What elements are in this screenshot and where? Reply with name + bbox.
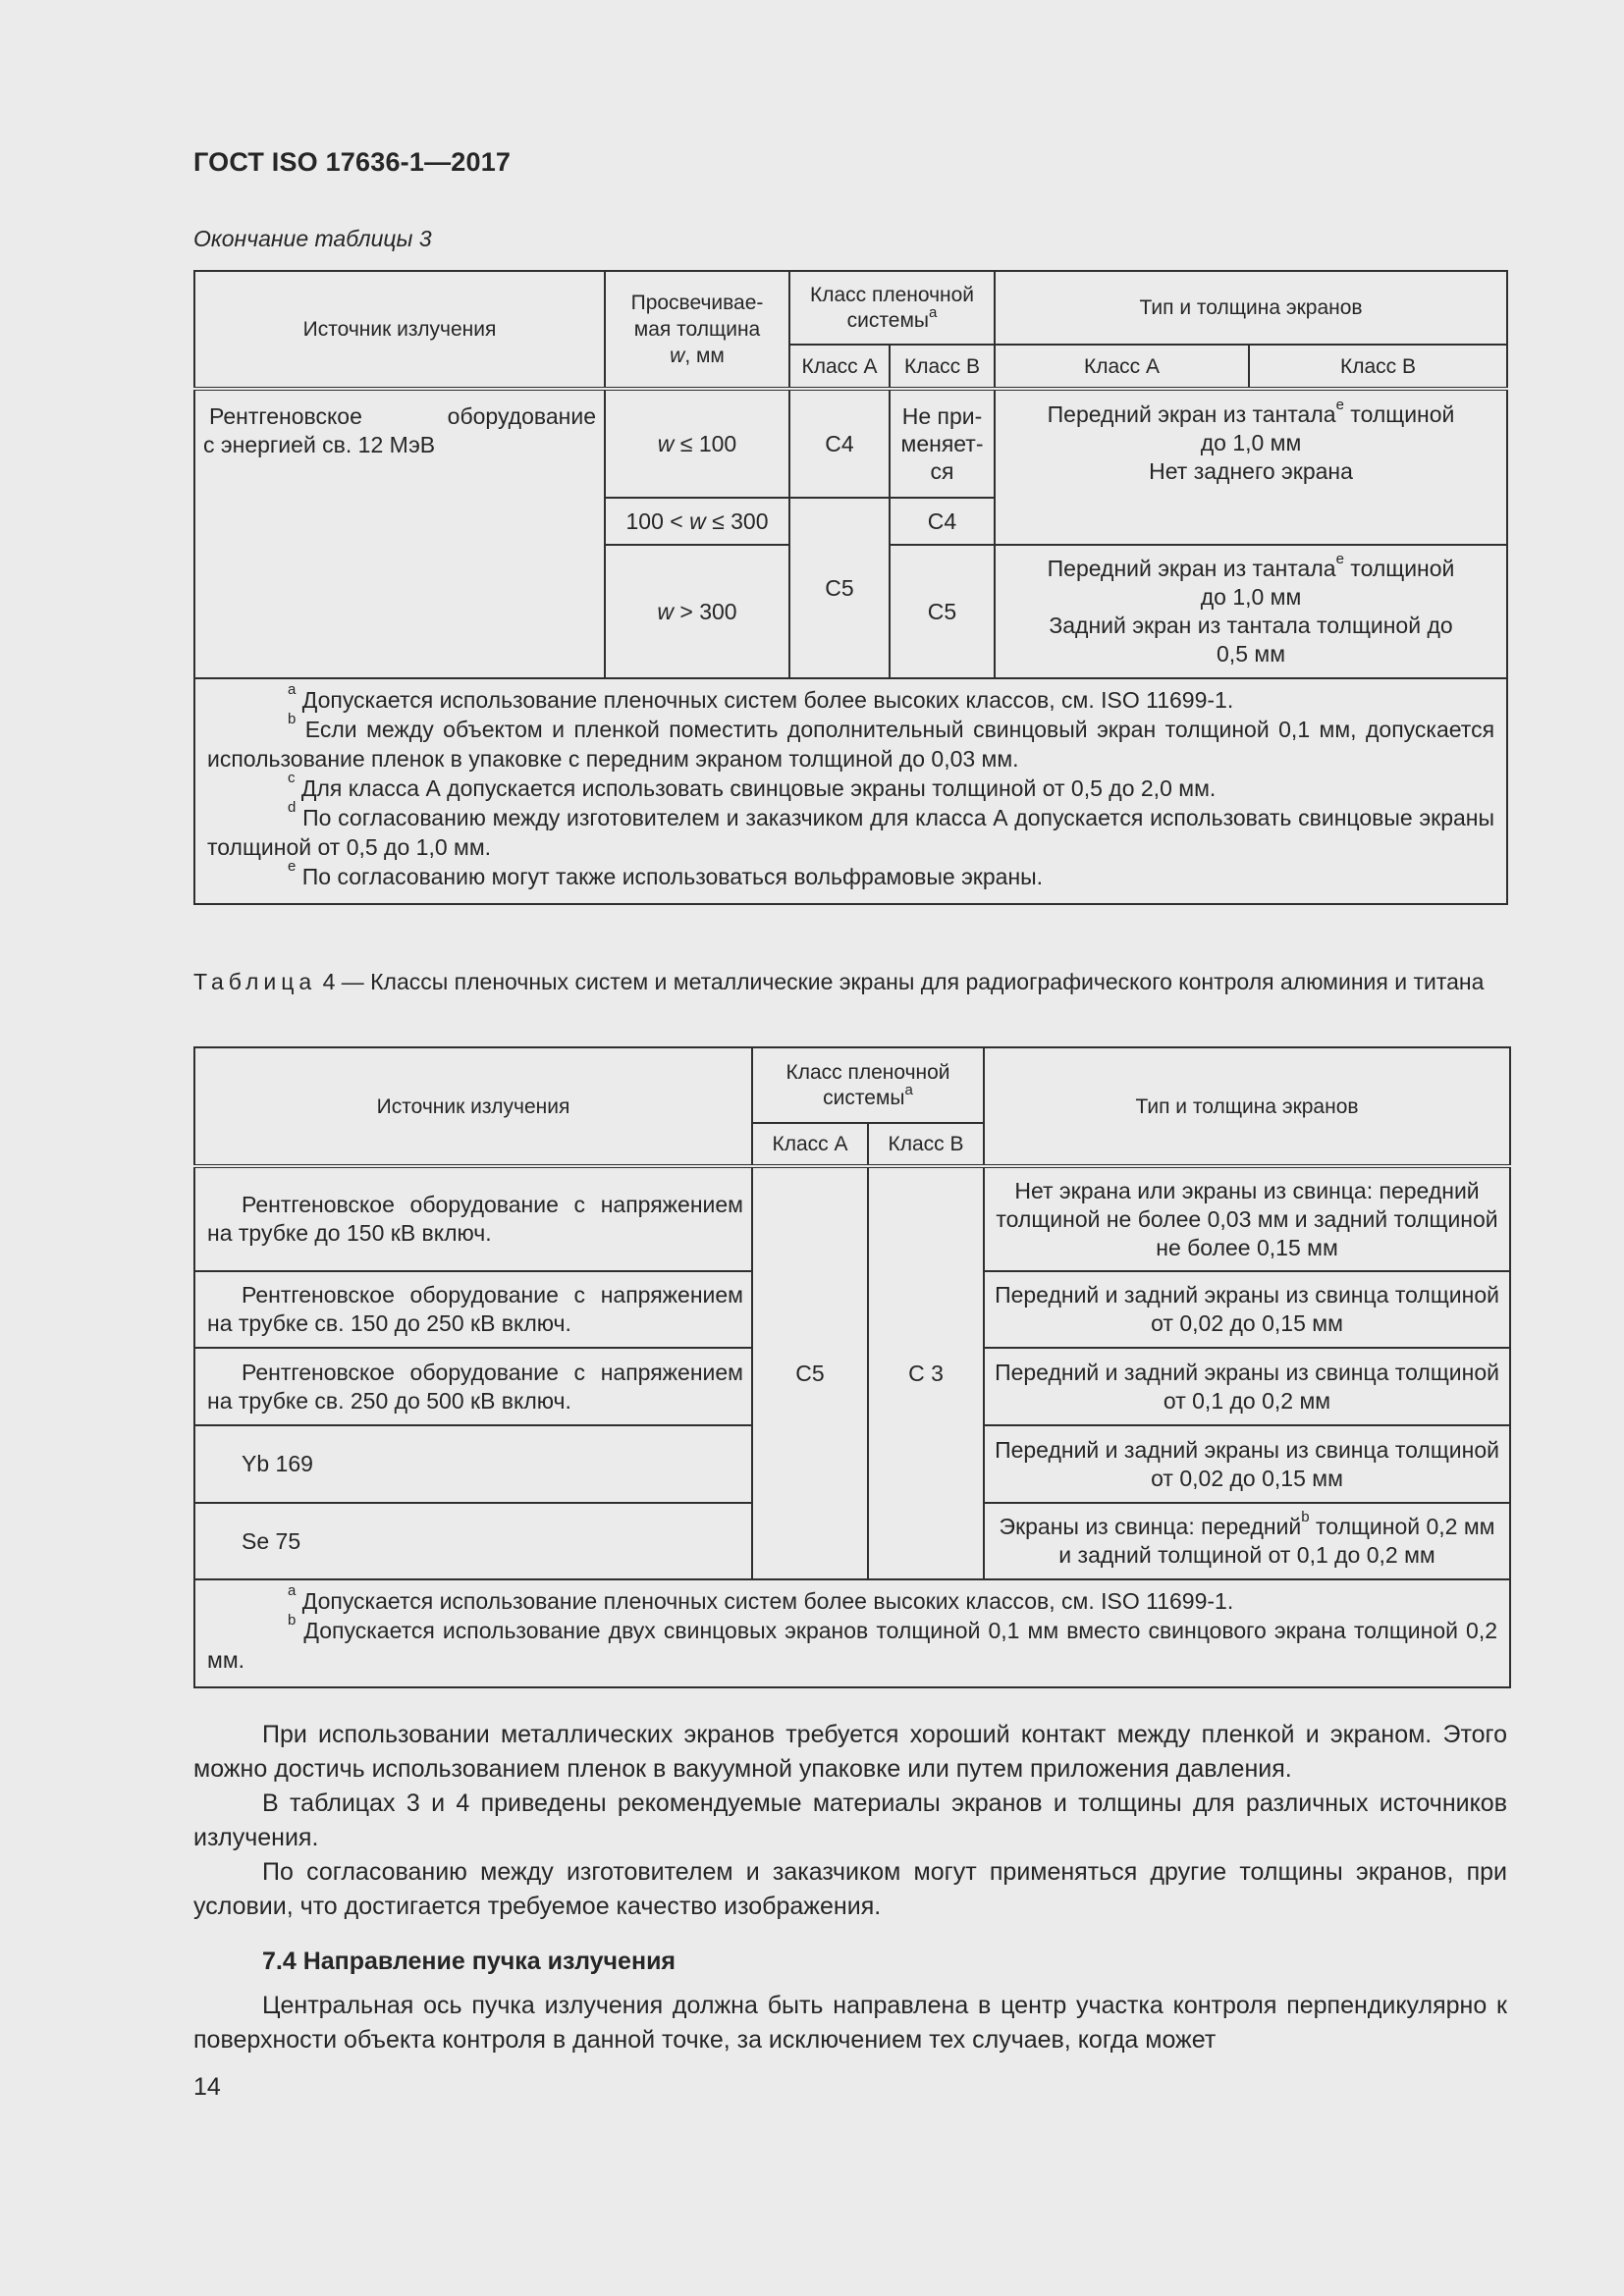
table4-source-cell: Рентгеновское оборудование с напряжением на трубке до 150 кВ включ. xyxy=(194,1166,752,1271)
table4-screens-cell: Нет экрана или экраны из свинца: передний толщиной не более 0,03 мм и задний толщиной не более 0,15 мм xyxy=(984,1166,1510,1271)
table4-header-screens: Тип и толщина экранов xyxy=(984,1047,1510,1166)
body-paragraph: По согласованию между изготовителем и заказчиком могут применяться другие толщины экранов, при условии, что достигается требуемое качество изображения. xyxy=(193,1858,1507,1920)
body-paragraphs xyxy=(193,1718,1507,1924)
table3-header-screen-class-b: Класс В xyxy=(1249,345,1507,389)
table4-source-cell: Рентгеновское оборудование с напряжением на трубке св. 250 до 500 кВ включ. xyxy=(194,1348,752,1425)
table4-title: Таблица 4 — Классы пленочных систем и металлические экраны для радиографического контроля алюминия и титана xyxy=(193,969,1485,994)
table3-screens-cell: Передний экран из тантала$^е$ толщиной до 1,0 мм Задний экран из тантала толщиной до 0,5 мм xyxy=(995,545,1507,678)
table4-class-a-cell: С5 xyxy=(752,1166,868,1579)
table4-footnotes xyxy=(194,1579,1510,1687)
table4-screens-cell: Передний и задний экраны из свинца толщиной от 0,02 до 0,15 мм xyxy=(984,1425,1510,1503)
body-paragraph: В таблицах 3 и 4 приведены рекомендуемые материалы экранов и толщины для различных источников излучения. xyxy=(193,1789,1507,1851)
table3-header-screens: Тип и толщина экранов xyxy=(995,271,1507,345)
table3-header-source: Источник излучения xyxy=(194,271,605,389)
table4-screens-cell: Передний и задний экраны из свинца толщиной от 0,1 до 0,2 мм xyxy=(984,1348,1510,1425)
table3-thickness-cell: w ≤ 100 xyxy=(605,389,789,498)
table4-header-class-a: Класс А xyxy=(752,1123,868,1166)
table3-header-screen-class-a: Класс А xyxy=(995,345,1249,389)
body-paragraph: Центральная ось пучка излучения должна быть направлена в центр участка контроля перпендикулярно к поверхности объекта контроля в данной точке, за исключением тех случаев, когда может xyxy=(193,1992,1507,2054)
table4-source-cell: Рентгеновское оборудование с напряжением на трубке св. 150 до 250 кВ включ. xyxy=(194,1271,752,1348)
table3-class-b-cell: Не при- меняет- ся xyxy=(890,389,995,498)
section-body xyxy=(193,1989,1507,2057)
table3-class-a-cell: С4 xyxy=(789,389,890,498)
section-title: 7.4 Направление пучка излучения xyxy=(262,1948,677,1975)
footnote: $^c$ Для класса А допускается использовать свинцовые экраны толщиной от 0,5 до 2,0 мм. xyxy=(288,770,1217,801)
footnote: $^a$ Допускается использование пленочных систем более высоких классов, см. ISO 11699-1. xyxy=(288,1582,1234,1614)
table3-header-class-a: Класс А xyxy=(789,345,890,389)
table4-screens-cell: Экраны из свинца: передний$^b$ толщиной 0,2 мм и задний толщиной от 0,1 до 0,2 мм xyxy=(984,1503,1510,1579)
footnote: $^d$ По согласованию между изготовителем и заказчиком для класса А допускается использовать свинцовые экраны толщиной от 0,5 до 1,0 мм. xyxy=(207,799,1495,860)
table3 xyxy=(193,270,1508,905)
page-number: 14 xyxy=(193,2073,221,2101)
table3-thickness-cell: 100 < w ≤ 300 xyxy=(605,498,789,545)
table3-thickness-cell: w > 300 xyxy=(605,545,789,678)
table4-header-class-b: Класс В xyxy=(868,1123,984,1166)
body-paragraph: При использовании металлических экранов требуется хороший контакт между пленкой и экраном. Этого можно достичь использованием пленок в вакуумной упаковке или путем приложения давления. xyxy=(193,1721,1507,1783)
footnote: $^e$ По согласованию могут также использоваться вольфрамовые экраны. xyxy=(288,858,1044,889)
table4-header-film-class: Класс пленочной системы$^a$ xyxy=(752,1047,984,1123)
table3-header-thickness: Просвечивае- мая толщина w, мм xyxy=(605,271,789,389)
table4-class-b-cell: С 3 xyxy=(868,1166,984,1579)
table3-class-b-cell: С4 xyxy=(890,498,995,545)
table3-source-cell: Рентгеновское оборудование с энергией св. 12 МэВ xyxy=(194,389,605,678)
table3-class-a-cell: С5 xyxy=(789,498,890,678)
table4 xyxy=(193,1046,1511,1688)
table3-footnotes xyxy=(194,678,1507,904)
table3-screens-cell: Передний экран из тантала$^е$ толщиной до 1,0 мм Нет заднего экрана xyxy=(995,389,1507,545)
footnote: $^a$ Допускается использование пленочных систем более высоких классов, см. ISO 11699-1. xyxy=(288,681,1234,713)
table4-source-cell: Yb 169 xyxy=(194,1425,752,1503)
table3-header-film-class: Класс пленочной системы$^a$ xyxy=(789,271,995,345)
table3-header-class-b: Класс В xyxy=(890,345,995,389)
table4-screens-cell: Передний и задний экраны из свинца толщиной от 0,02 до 0,15 мм xyxy=(984,1271,1510,1348)
footnote: $^b$ Допускается использование двух свинцовых экранов толщиной 0,1 мм вместо свинцового экрана толщиной 0,2 мм. xyxy=(207,1612,1498,1673)
document-header: ГОСТ ISO 17636-1—2017 xyxy=(193,147,512,177)
footnote: $^b$ Если между объектом и пленкой поместить дополнительный свинцовый экран толщиной 0,1 мм, допускается использование пленок в упаковке с передним экраном толщиной до 0,03 мм. xyxy=(207,711,1495,772)
table3-caption: Окончание таблицы 3 xyxy=(193,226,432,251)
table4-header-source: Источник излучения xyxy=(194,1047,752,1166)
table3-class-b-cell: С5 xyxy=(890,545,995,678)
table4-source-cell: Se 75 xyxy=(194,1503,752,1579)
